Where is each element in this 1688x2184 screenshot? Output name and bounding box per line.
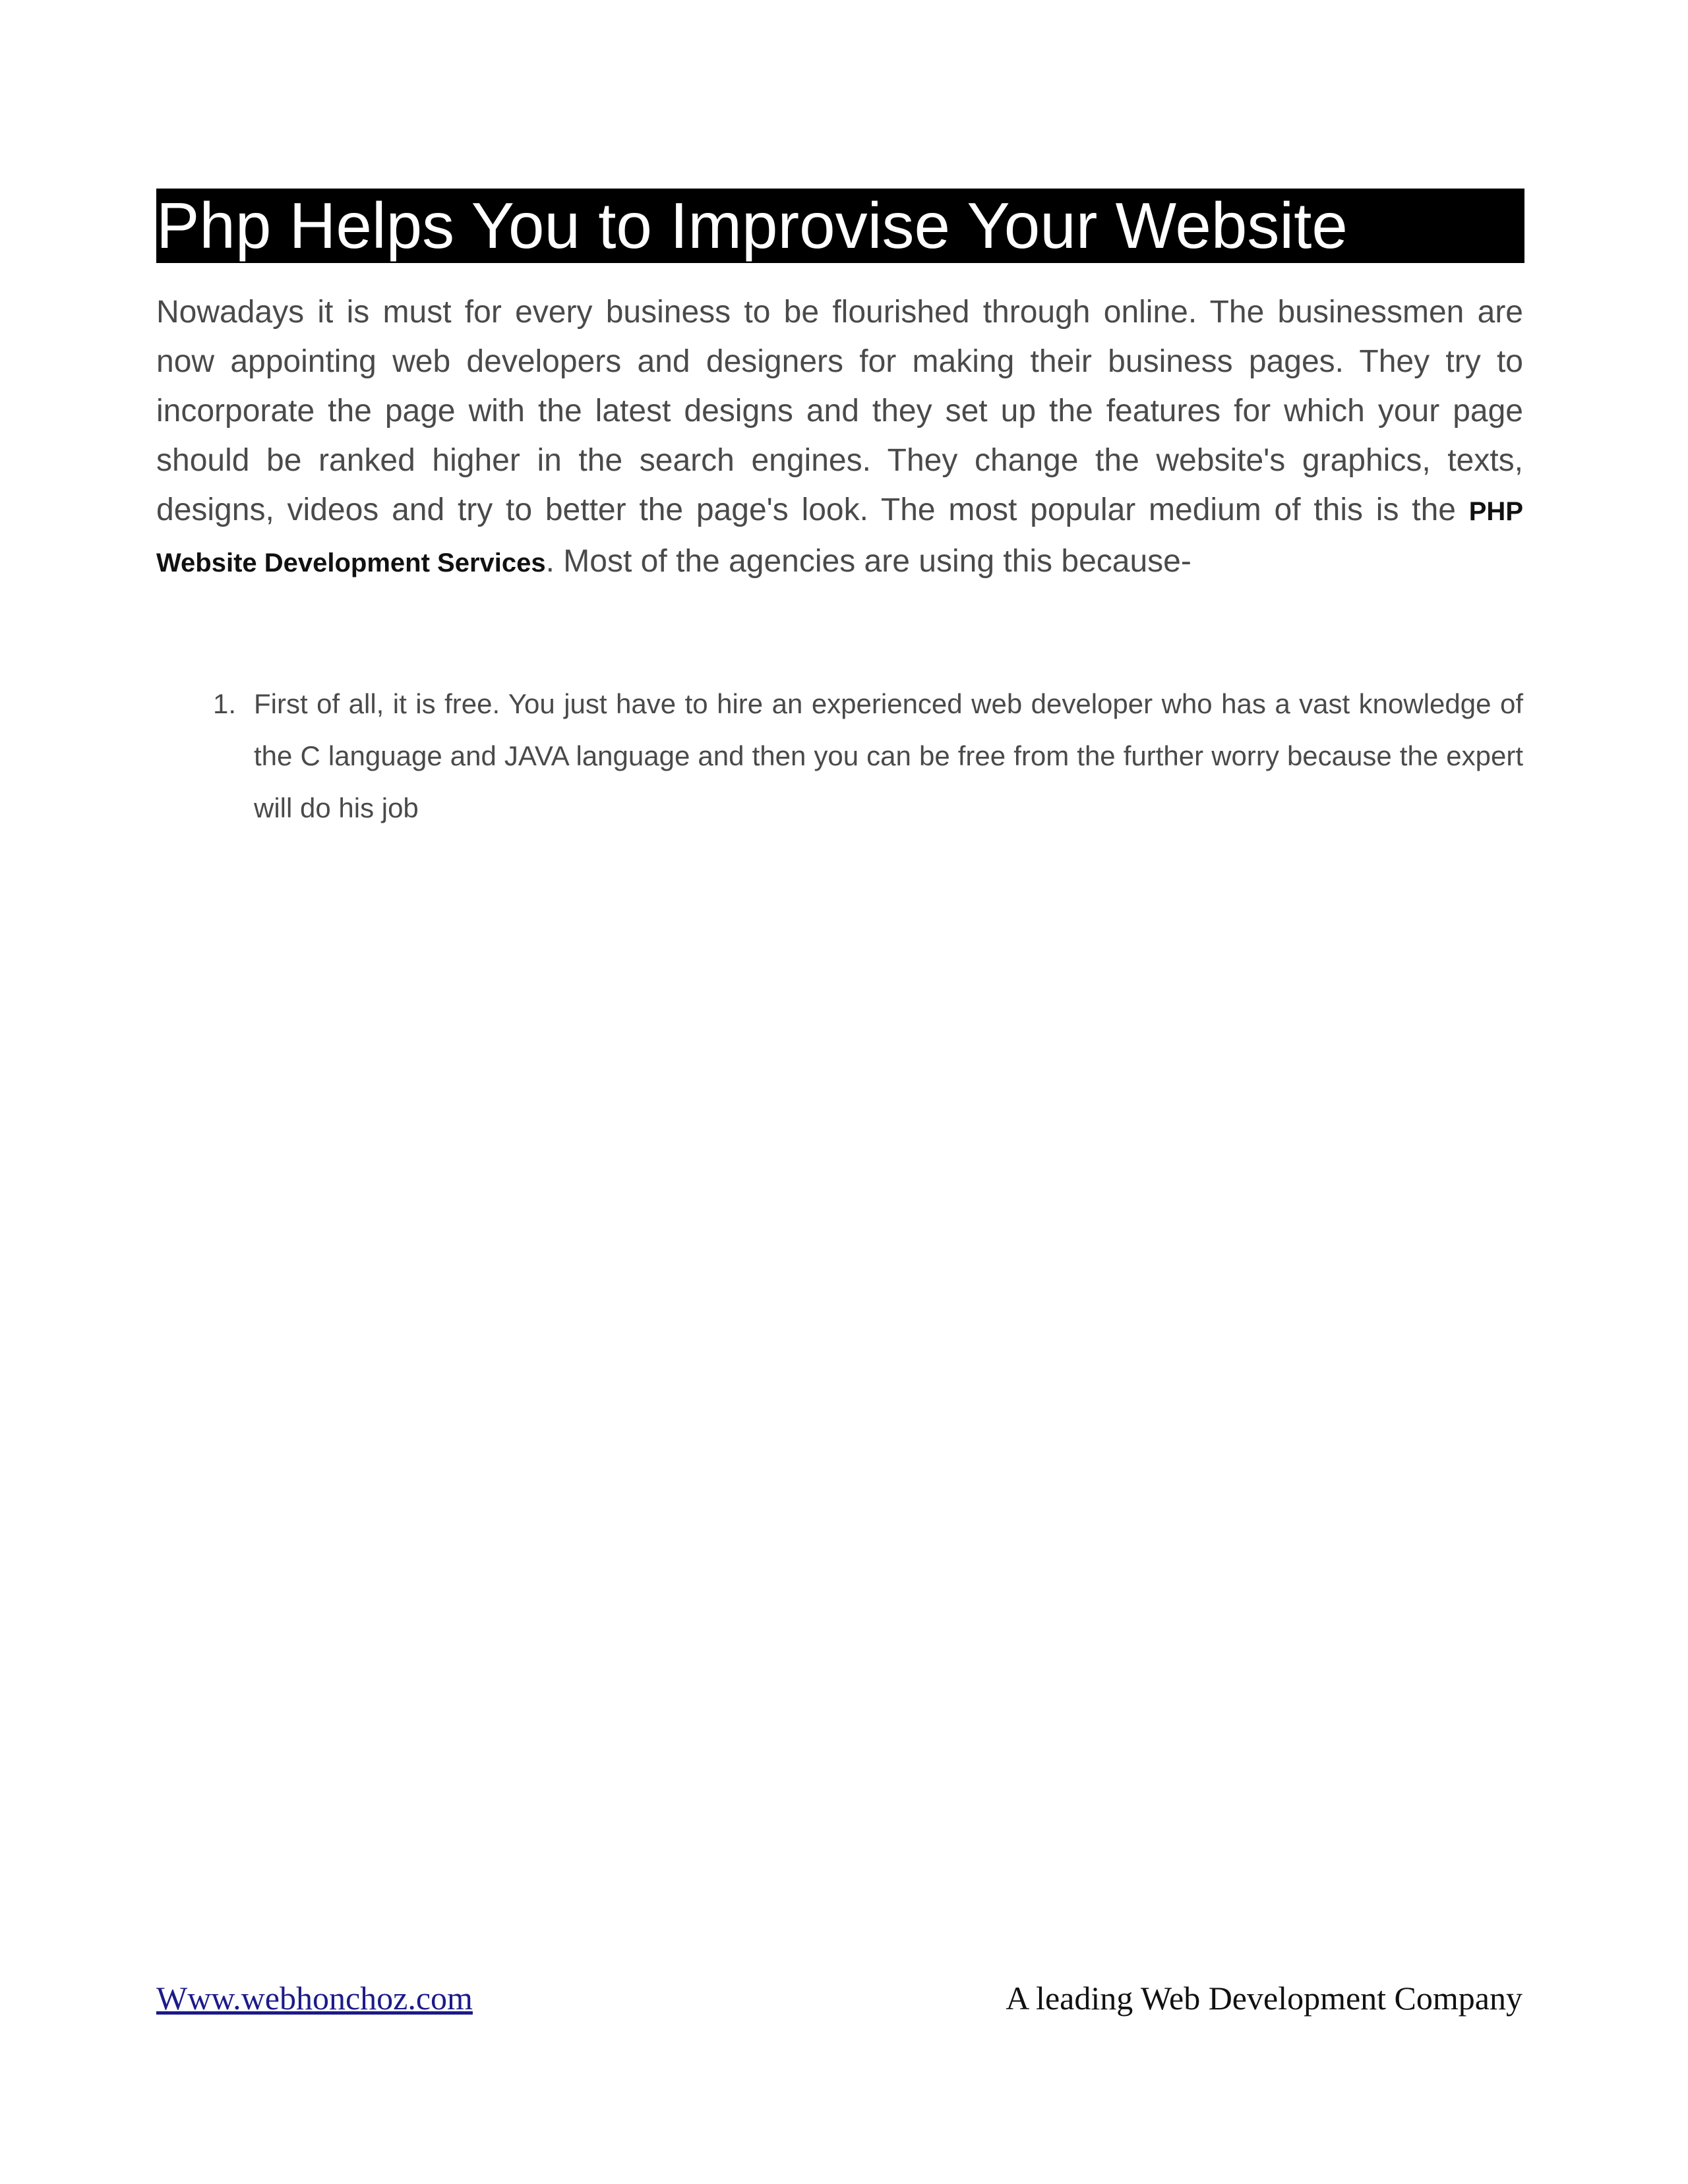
list-item-number: 1. [213, 688, 237, 719]
benefit-list [156, 678, 1523, 834]
title-bar [156, 189, 1524, 263]
website-link[interactable]: Www.webhonchoz.com [156, 1980, 473, 2017]
list-item [156, 678, 1523, 834]
footer-tagline: A leading Web Development Company [1006, 1980, 1522, 2017]
intro-text-start: Nowadays it is must for every business to be flourished through online. The businessmen are now appointing web developers and designers for making their business pages. They try to incorporate the page with the latest designs and they set up the features for which your page should be ranked higher in the search engines. They change the website's graphics, texts, designs, videos and try to better the page's look. The most popular medium of this is the [156, 295, 1523, 527]
page-title: Php Helps You to Improvise Your Website [156, 189, 1348, 262]
intro-bold-phrase: PHP Website Development Services [156, 497, 1523, 577]
list-item-text: First of all, it is free. You just have to hire an experienced web developer who has a vast knowledge of the C language and JAVA language and then you can be free from the further worry because the expert will do his job [254, 688, 1523, 823]
intro-text-end: . Most of the agencies are using this because- [545, 544, 1191, 579]
intro-paragraph [156, 287, 1523, 588]
